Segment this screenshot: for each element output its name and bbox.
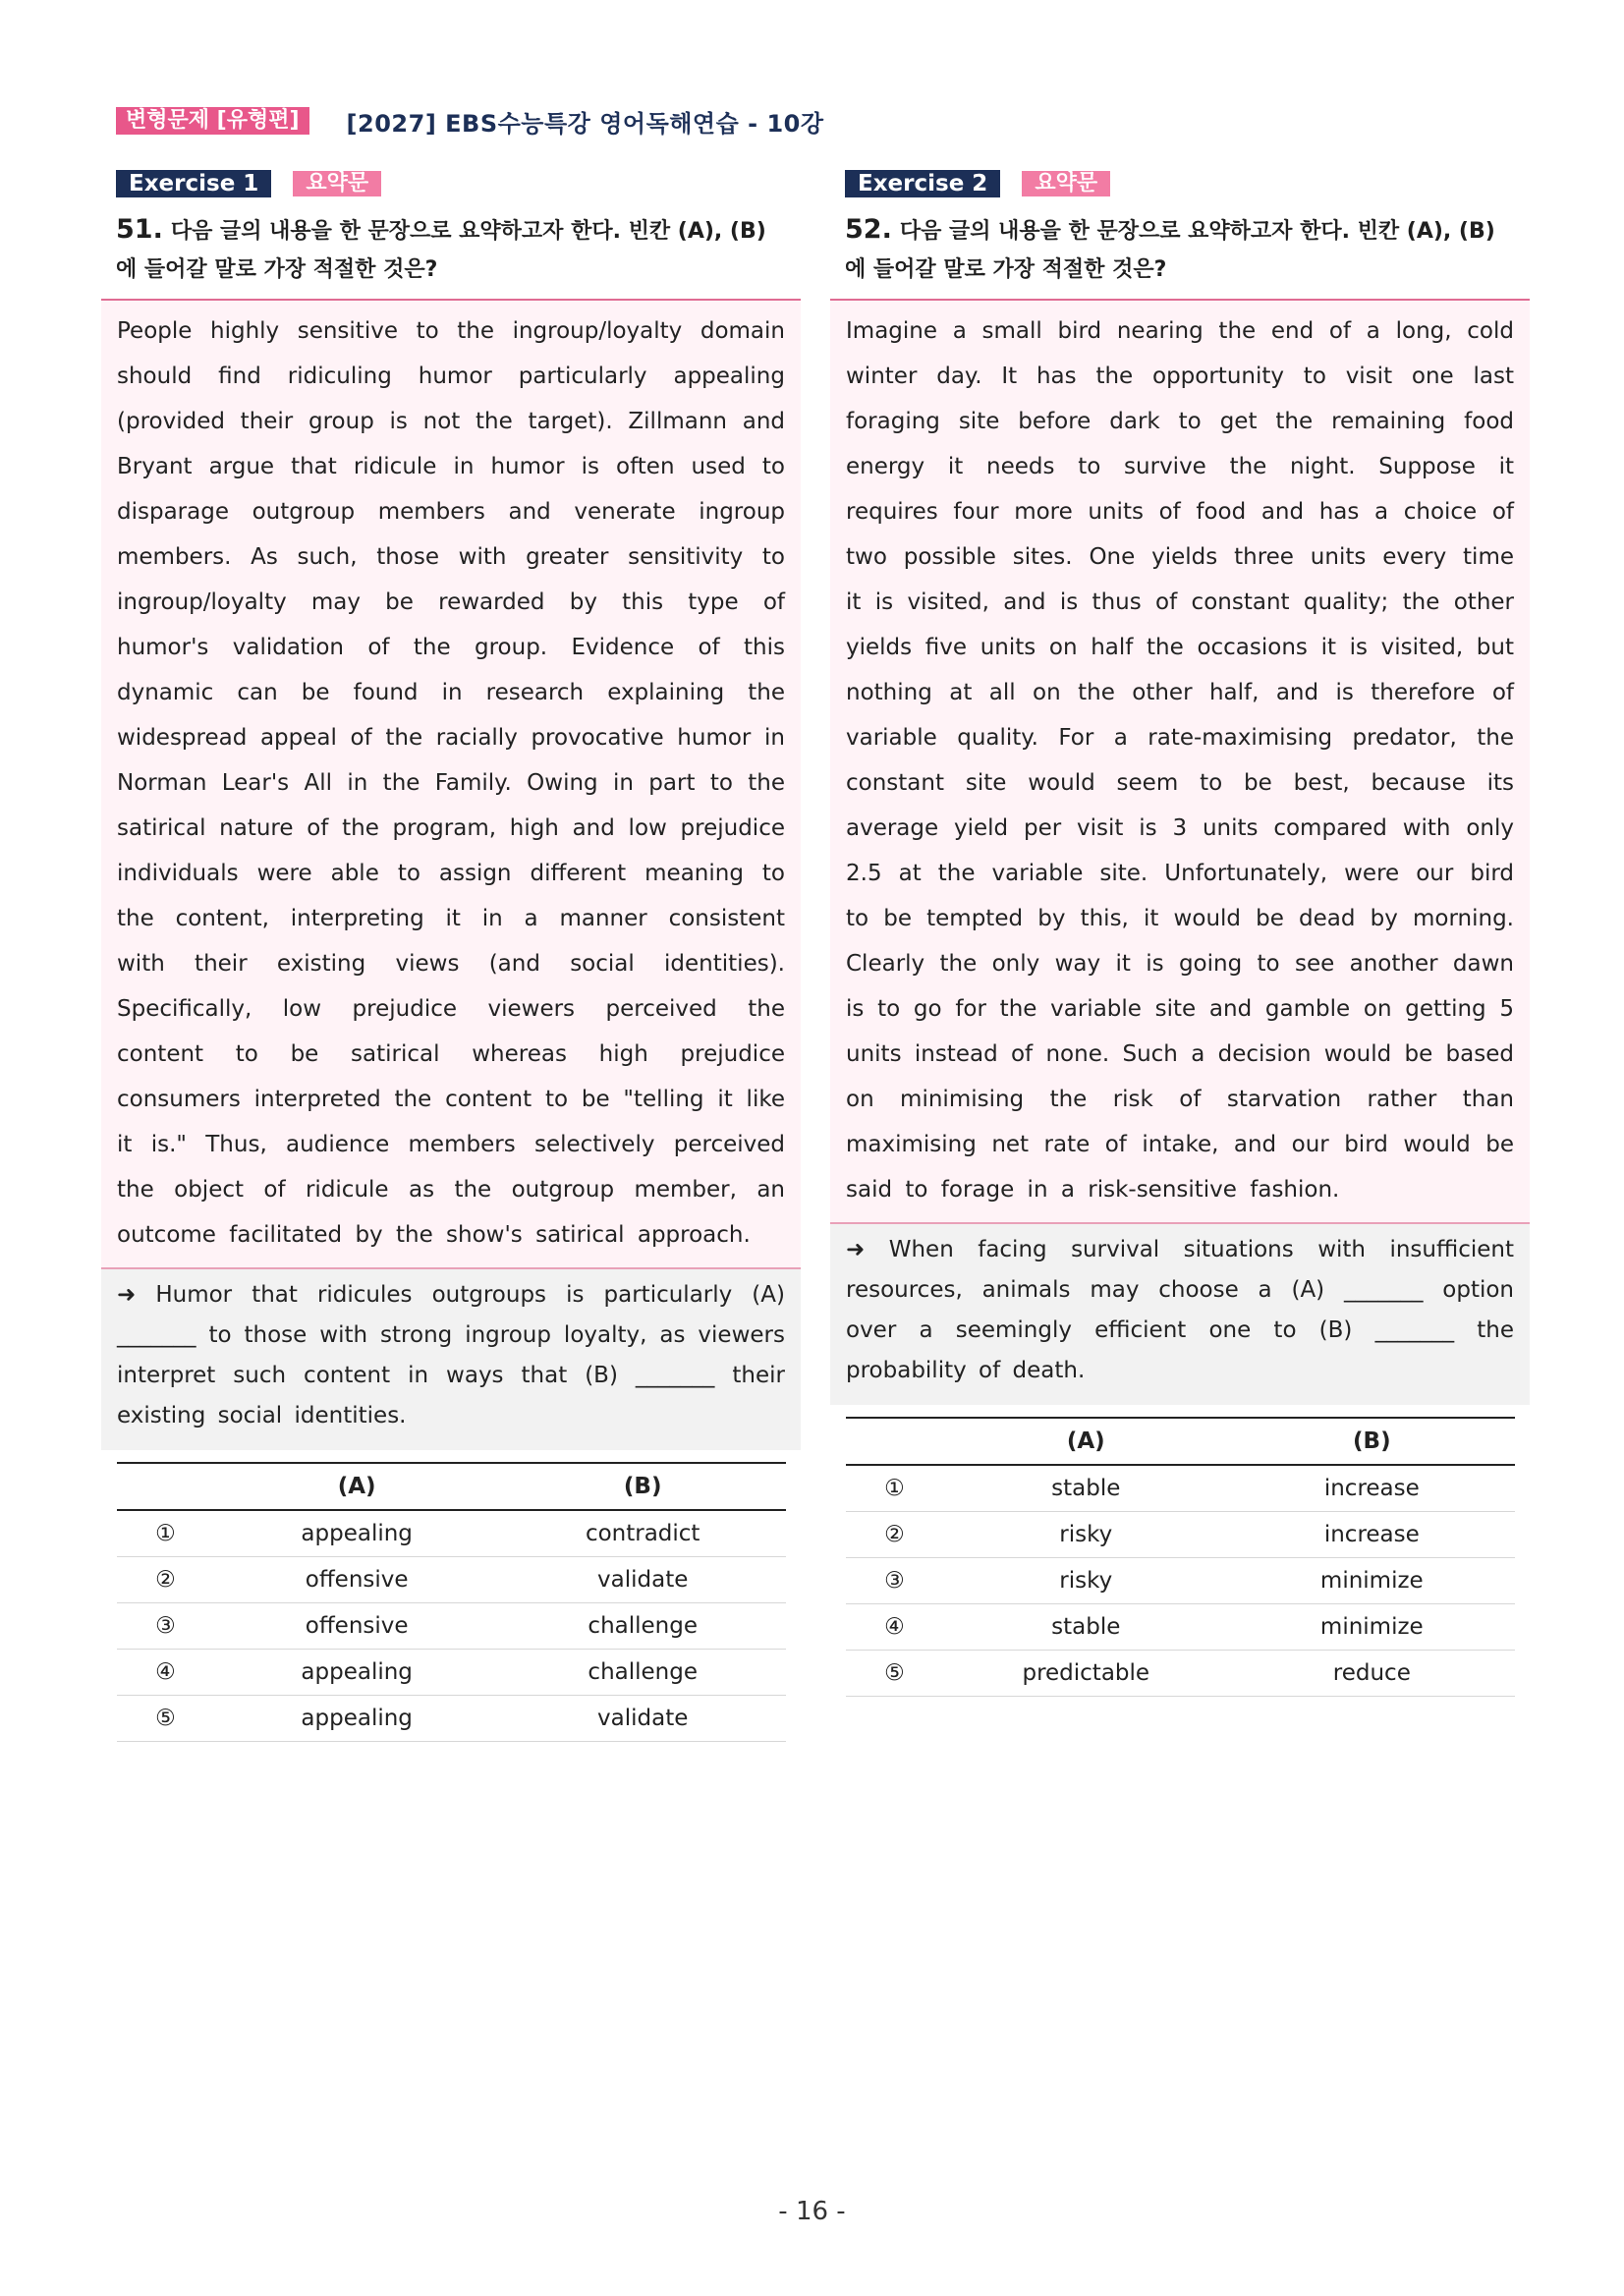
choice-number: ⑤ xyxy=(846,1651,943,1697)
answer-choices xyxy=(117,1462,786,1742)
choice-b: increase xyxy=(1229,1512,1515,1558)
header-blank xyxy=(846,1418,943,1465)
exercise-label-row xyxy=(845,169,1530,198)
choice-b: validate xyxy=(499,1557,786,1603)
question-number: 51. xyxy=(116,214,163,245)
choice-b: validate xyxy=(499,1696,786,1742)
choice-row[interactable] xyxy=(117,1696,786,1742)
choice-b: increase xyxy=(1229,1465,1515,1512)
choice-row[interactable] xyxy=(846,1558,1515,1604)
choice-b: minimize xyxy=(1229,1604,1515,1651)
choice-row[interactable] xyxy=(846,1512,1515,1558)
question xyxy=(116,210,784,289)
exercise-label: Exercise 2 xyxy=(845,170,1000,197)
question xyxy=(845,210,1513,289)
question-text: 다음 글의 내용을 한 문장으로 요약하고자 한다. 빈칸 (A), (B)에 들어갈 말로 가장 적절한 것은? xyxy=(116,219,766,282)
choice-a: stable xyxy=(943,1465,1229,1512)
choice-a: risky xyxy=(943,1558,1229,1604)
choice-row[interactable] xyxy=(117,1603,786,1650)
exercise-label-row xyxy=(116,169,801,198)
choice-a: appealing xyxy=(214,1650,500,1696)
header-blank xyxy=(117,1463,214,1510)
exercise-1 xyxy=(101,169,801,1742)
column-b-header: (B) xyxy=(1229,1418,1515,1465)
choice-a: appealing xyxy=(214,1510,500,1557)
summary-sentence: ➜ Humor that ridicules outgroups is particularly (A) _______ to those with strong ingroup loyalty, as viewers interpret such content in ways that (B) _______ their existing social identities. xyxy=(101,1269,801,1450)
choice-number: ② xyxy=(846,1512,943,1558)
section-tag: 변형문제 [유형편] xyxy=(116,107,309,135)
choice-b: minimize xyxy=(1229,1558,1515,1604)
question-text: 다음 글의 내용을 한 문장으로 요약하고자 한다. 빈칸 (A), (B)에 들어갈 말로 가장 적절한 것은? xyxy=(845,219,1495,282)
choice-row[interactable] xyxy=(117,1650,786,1696)
column-b-header: (B) xyxy=(499,1463,786,1510)
choice-number: ④ xyxy=(117,1650,214,1696)
choice-row[interactable] xyxy=(117,1557,786,1603)
choice-b: challenge xyxy=(499,1650,786,1696)
choice-number: ① xyxy=(117,1510,214,1557)
choice-a: risky xyxy=(943,1512,1229,1558)
choice-a: stable xyxy=(943,1604,1229,1651)
question-number: 52. xyxy=(845,214,892,245)
column-a-header: (A) xyxy=(214,1463,500,1510)
choice-number: ① xyxy=(846,1465,943,1512)
page-header xyxy=(116,104,824,138)
choice-number: ③ xyxy=(846,1558,943,1604)
choice-row[interactable] xyxy=(846,1465,1515,1512)
choice-number: ③ xyxy=(117,1603,214,1650)
choice-number: ④ xyxy=(846,1604,943,1651)
passage: People highly sensitive to the ingroup/loyalty domain should find ridiculing humor particularly appealing (provided their group is not the target). Zillmann and Bryant argue that ridicule in humor is often used to disparage outgroup members and venerate ingroup members. As such, those with greater sensitivity to ingroup/loyalty may be rewarded by this type of humor's validation of the group. Evidence of this dynamic can be found in research explaining the widespread appeal of the racially provocative humor in Norman Lear's All in the Family. Owing in part to the satirical nature of the program, high and low prejudice individuals were able to assign different meaning to the content, interpreting it in a manner consistent with their existing views (and social identities). Specifically, low prejudice viewers perceived the content to be satirical whereas high prejudice consumers interpreted the content to be "telling it like it is." Thus, audience members selectively perceived the object of ridicule as the outgroup member, an outcome facilitated by the show's satirical approach. xyxy=(101,299,801,1269)
header-title: [2027] EBS수능특강 영어독해연습 - 10강 xyxy=(346,109,824,138)
choice-row[interactable] xyxy=(846,1604,1515,1651)
page-number: - 16 - xyxy=(778,2197,846,2226)
type-tag: 요약문 xyxy=(1022,171,1110,196)
exercise-2 xyxy=(830,169,1530,1697)
choice-number: ⑤ xyxy=(117,1696,214,1742)
choice-b: challenge xyxy=(499,1603,786,1650)
choice-row[interactable] xyxy=(846,1651,1515,1697)
type-tag: 요약문 xyxy=(293,171,381,196)
choice-a: appealing xyxy=(214,1696,500,1742)
choice-b: contradict xyxy=(499,1510,786,1557)
choice-number: ② xyxy=(117,1557,214,1603)
choice-a: offensive xyxy=(214,1557,500,1603)
choice-row[interactable] xyxy=(117,1510,786,1557)
answer-choices xyxy=(846,1417,1515,1697)
choice-b: reduce xyxy=(1229,1651,1515,1697)
summary-sentence: ➜ When facing survival situations with insufficient resources, animals may choose a (A) _______ option over a seemingly efficient one to (B) _______ the probability of death. xyxy=(830,1224,1530,1405)
exercise-label: Exercise 1 xyxy=(116,170,271,197)
choice-a: offensive xyxy=(214,1603,500,1650)
column-a-header: (A) xyxy=(943,1418,1229,1465)
passage: Imagine a small bird nearing the end of a long, cold winter day. It has the opportunity to visit one last foraging site before dark to get the remaining food energy it needs to survive the night. Suppose it requires four more units of food and has a choice of two possible sites. One yields three units every time it is visited, and is thus of constant quality; the other yields five units on half the occasions it is visited, but nothing at all on the other half, and is therefore of variable quality. For a rate-maximising predator, the constant site would seem to be best, because its average yield per visit is 3 units compared with only 2.5 at the variable site. Unfortunately, were our bird to be tempted by this, it would be dead by morning. Clearly the only way it is going to see another dawn is to go for the variable site and gamble on getting 5 units instead of none. Such a decision would be based on minimising the risk of starvation rather than maximising net rate of intake, and our bird would be said to forage in a risk-sensitive fashion. xyxy=(830,299,1530,1224)
choice-a: predictable xyxy=(943,1651,1229,1697)
